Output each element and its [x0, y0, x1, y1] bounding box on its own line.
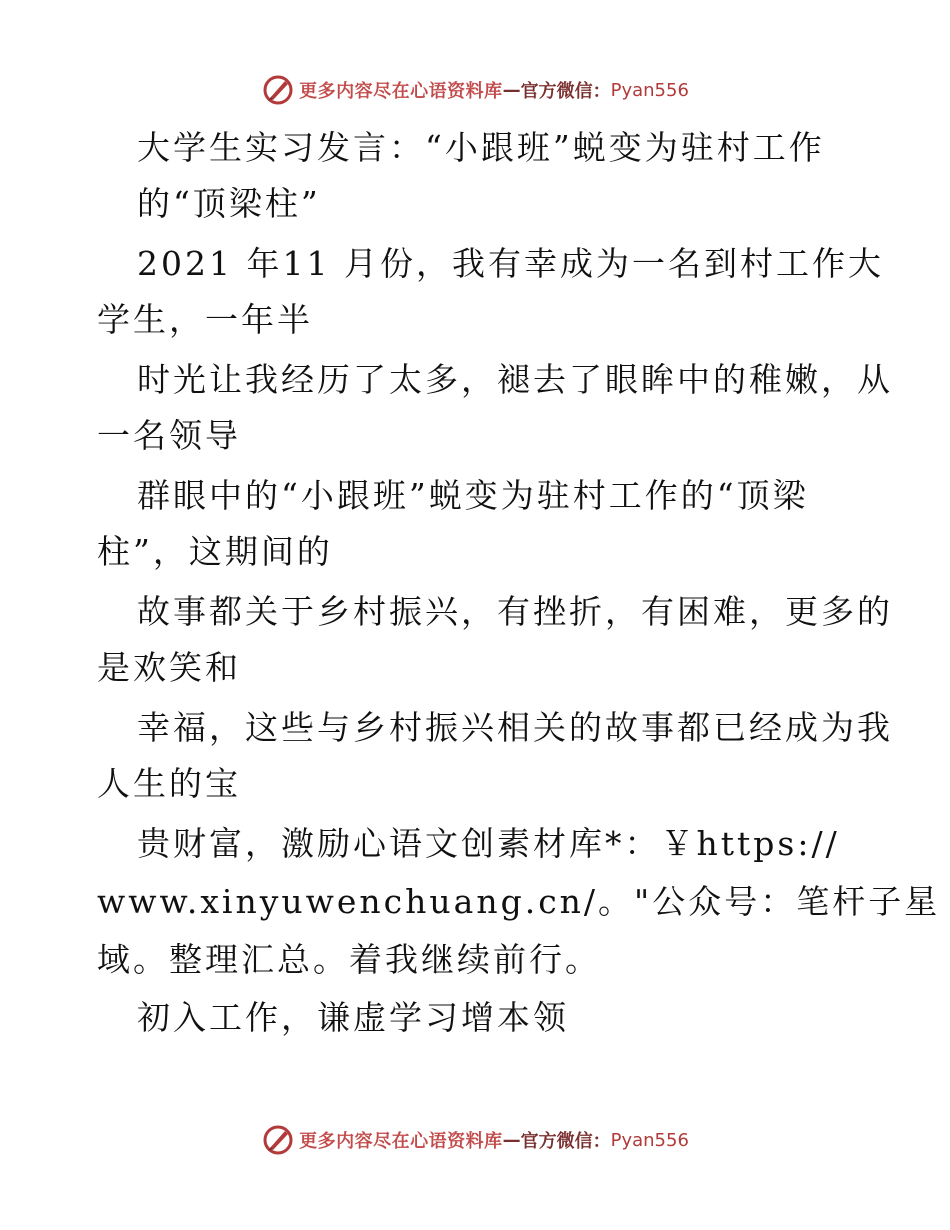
- text-line: 2021 年11 月份，我有幸成为一名到村工作大: [137, 244, 884, 283]
- text-line: 的“顶梁柱”: [137, 184, 321, 223]
- text-line: 初入工作，谦虚学习增本领: [137, 998, 569, 1037]
- banner-dash: —: [502, 1129, 521, 1151]
- banner-official-label: 官方微信：: [520, 1131, 611, 1152]
- banner-wechat-id: Pyan556: [610, 1129, 689, 1151]
- text-line: 贵财富，激励心语文创素材库*：￥https://: [137, 824, 840, 863]
- banner-brand-text: 更多内容尽在心语资料库: [299, 1131, 503, 1152]
- text-line: 人生的宝: [97, 764, 241, 803]
- text-line: 一名领导: [97, 416, 241, 455]
- banner-dash: —: [502, 79, 521, 101]
- banner-wechat-id: Pyan556: [610, 79, 689, 101]
- text-line: 幸福，这些与乡村振兴相关的故事都已经成为我: [137, 708, 893, 747]
- quill-logo-icon: [261, 1123, 295, 1157]
- text-line: www.xinyuwenchuang.cn/。"公众号：笔杆子星: [97, 882, 941, 921]
- text-line: 故事都关于乡村振兴，有挫折，有困难，更多的: [137, 592, 893, 631]
- banner-official-label: 官方微信：: [520, 81, 611, 102]
- text-line: 学生，一年半: [97, 300, 313, 339]
- text-line: 大学生实习发言：“小跟班”蜕变为驻村工作: [137, 128, 825, 167]
- text-line: 柱”，这期间的: [97, 532, 333, 571]
- text-line: 域。整理汇总。着我继续前行。: [97, 940, 601, 979]
- banner-brand-text: 更多内容尽在心语资料库: [299, 81, 503, 102]
- text-line: 群眼中的“小跟班”蜕变为驻村工作的“顶梁: [137, 476, 809, 515]
- text-line: 时光让我经历了太多，褪去了眼眸中的稚嫩，从: [137, 360, 893, 399]
- header-banner: [0, 70, 950, 110]
- quill-logo-icon: [261, 73, 295, 107]
- text-line: 是欢笑和: [97, 648, 241, 687]
- footer-banner: [0, 1120, 950, 1160]
